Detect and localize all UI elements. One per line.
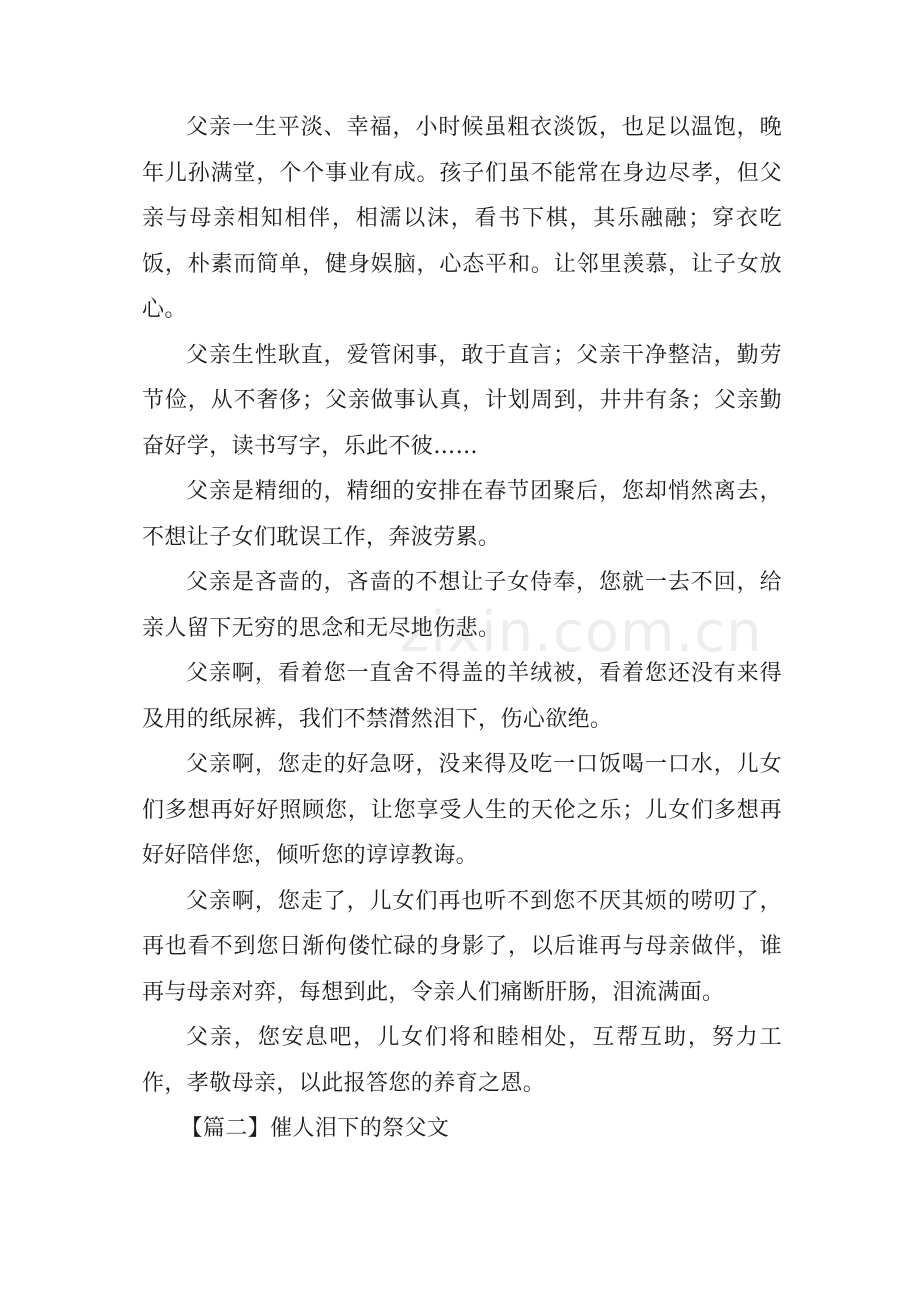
paragraph: 父亲啊，您走的好急呀，没来得及吃一口饭喝一口水，儿女们多想再好好照顾您，让您享受人生的天伦之乐；儿女们多想再好好陪伴您，倾听您的谆谆教诲。 bbox=[142, 752, 782, 868]
paragraph: 父亲啊，看着您一直舍不得盖的羊绒被，看着您还没有来得及用的纸尿裤，我们不禁潸然泪下，伤心欲绝。 bbox=[142, 661, 782, 732]
paragraph: 父亲生性耿直，爱管闲事，敢于直言；父亲干净整洁，勤劳节俭，从不奢侈；父亲做事认真，计划周到，井井有条；父亲勤奋好学，读书写字，乐此不彼…… bbox=[142, 342, 782, 459]
watermark: zixin.com.cn bbox=[400, 600, 763, 665]
paragraph: 父亲啊，您走了，儿女们再也听不到您不厌其烦的唠叨了，再也看不到您日渐佝偻忙碌的身影了，以后谁再与母亲做伴，谁再与母亲对弈，每想到此，令亲人们痛断肝肠，泪流满面。 bbox=[142, 888, 782, 1005]
paragraph: 父亲，您安息吧，儿女们将和睦相处，互帮互助，努力工作，孝敬母亲，以此报答您的养育之恩。 bbox=[142, 1025, 782, 1096]
paragraph: 父亲是精细的，精细的安排在春节团聚后，您却悄然离去，不想让子女们耽误工作，奔波劳累。 bbox=[142, 479, 782, 550]
section-heading: 【篇二】催人泪下的祭父文 bbox=[180, 1116, 450, 1141]
paragraph: 父亲一生平淡、幸福，小时候虽粗衣淡饭，也足以温饱，晚年儿孙满堂，个个事业有成。孩子们虽不能常在身边尽孝，但父亲与母亲相知相伴，相濡以沫，看书下棋，其乐融融；穿衣吃饭，朴素而简单，健身娱脑，心态平和。让邻里羡慕，让子女放心。 bbox=[142, 115, 782, 322]
paragraph: 父亲是吝啬的，吝啬的不想让子女侍奉，您就一去不回，给亲人留下无穷的思念和无尽地伤悲。 bbox=[142, 570, 782, 641]
document-body bbox=[142, 105, 782, 1152]
